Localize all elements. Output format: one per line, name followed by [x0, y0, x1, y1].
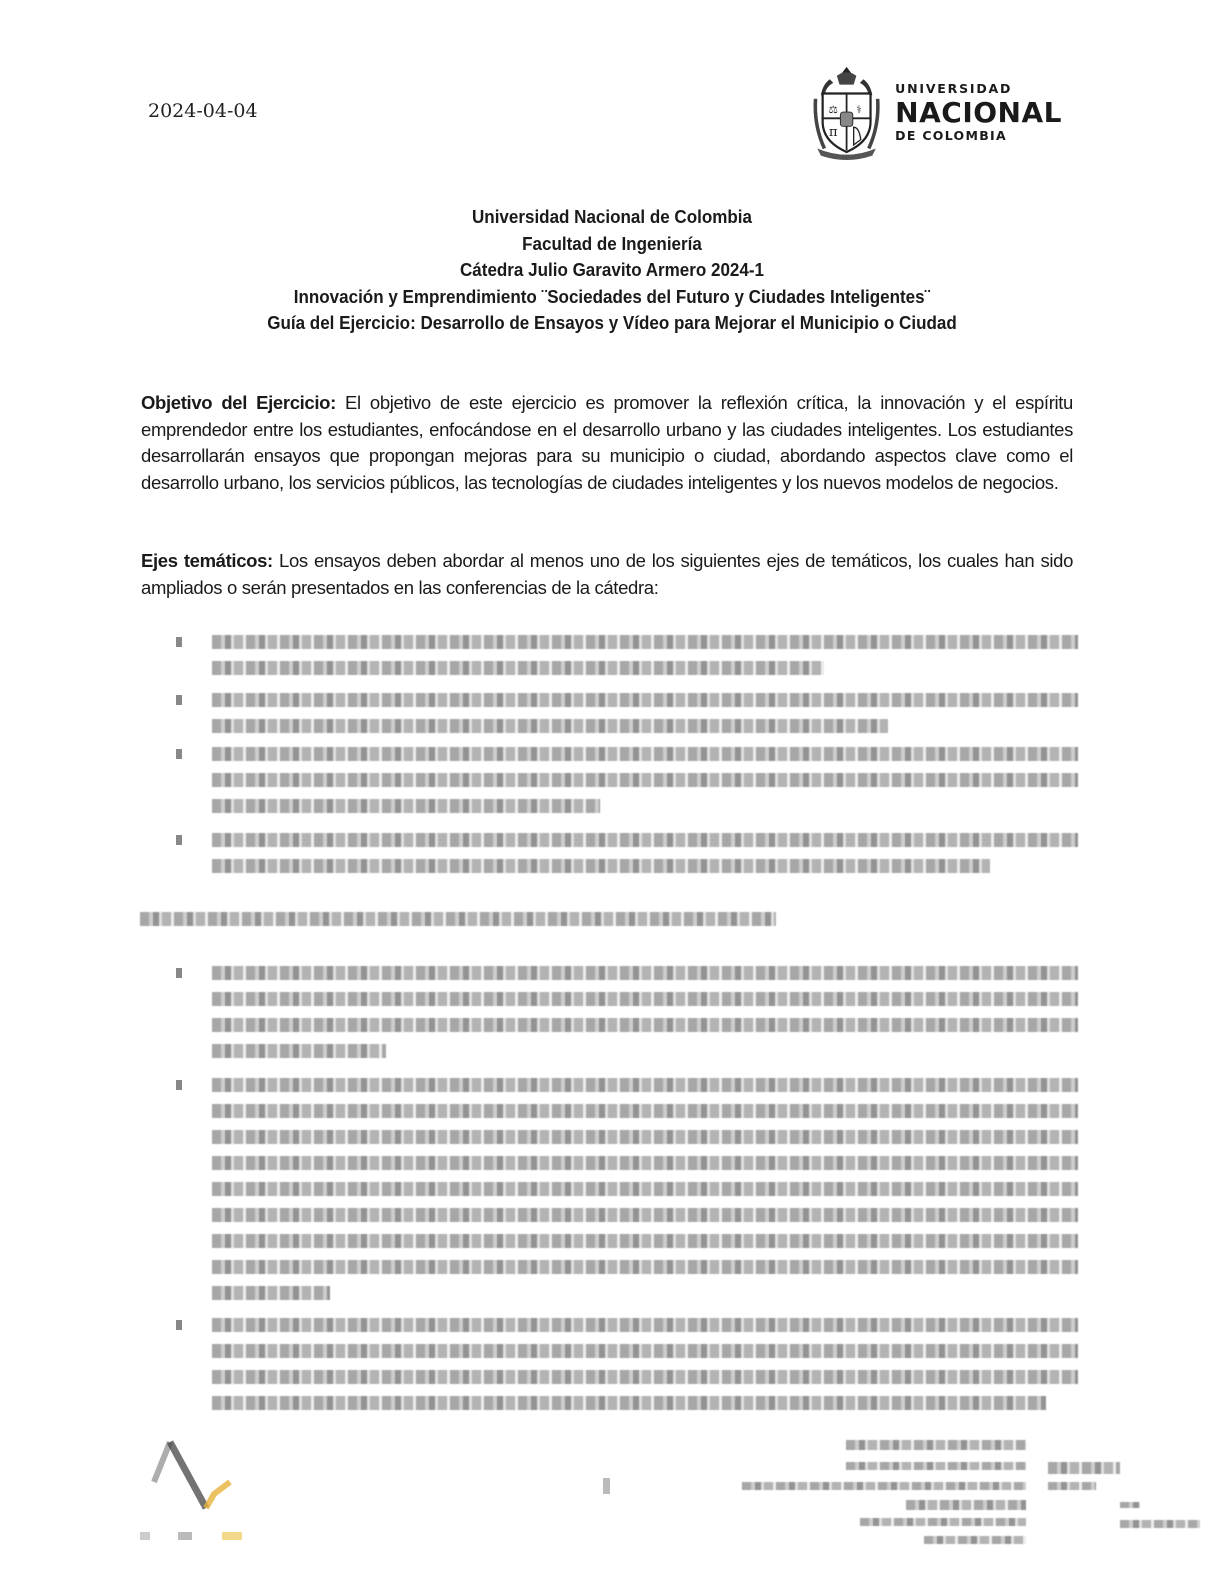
title-chair: Cátedra Julio Garavito Armero 2024-1 [460, 259, 764, 280]
svg-text:π: π [828, 124, 838, 140]
objective-text: El objetivo de este ejercicio es promover la reflexión crítica, la innovación y el espíritu emprendedor entre los estudiantes, enfocándose en el desarrollo urbano y las ciudades inteligentes. Los estudiantes desarrollarán ensayos que propongan mejoras para su municipio o ciudad, abordando aspectos clave como el desarrollo urbano, los servicios públicos, las tecnologías de ciudades inteligentes y los nuevos modelos de negocios. [141, 392, 1073, 493]
objective-paragraph [141, 390, 1073, 496]
university-crest-icon [812, 57, 881, 169]
title-topic: Innovación y Emprendimiento ¨Sociedades del Futuro y Ciudades Inteligentes¨ [293, 285, 931, 307]
title-faculty: Facultad de Ingeniería [522, 232, 702, 254]
svg-text:⚖: ⚖ [828, 102, 839, 116]
footer-logo-icon [140, 1436, 250, 1544]
logo-text-line3: DE COLOMBIA [895, 128, 1007, 143]
objective-label: Objetivo del Ejercicio: [141, 392, 336, 413]
themes-label: Ejes temáticos: [141, 550, 273, 571]
logo-text-line1: UNIVERSIDAD [895, 80, 1013, 96]
svg-text:⚕: ⚕ [856, 102, 862, 116]
page-number-redacted [603, 1478, 610, 1494]
title-guide: Guía del Ejercicio: Desarrollo de Ensayos y Vídeo para Mejorar el Municipio o Ciudad [267, 312, 957, 333]
title-university: Universidad Nacional de Colombia [472, 206, 752, 227]
document-date: 2024-04-04 [148, 100, 258, 122]
logo-text-line2: NACIONAL [895, 96, 1062, 129]
document-title-block [49, 204, 1175, 337]
themes-text: Los ensayos deben abordar al menos uno de los siguientes ejes de temáticos, los cuales han sido ampliados o serán presentados en las conferencias de la cátedra: [141, 550, 1074, 598]
university-logo [812, 55, 1062, 170]
themes-paragraph [141, 548, 1073, 601]
